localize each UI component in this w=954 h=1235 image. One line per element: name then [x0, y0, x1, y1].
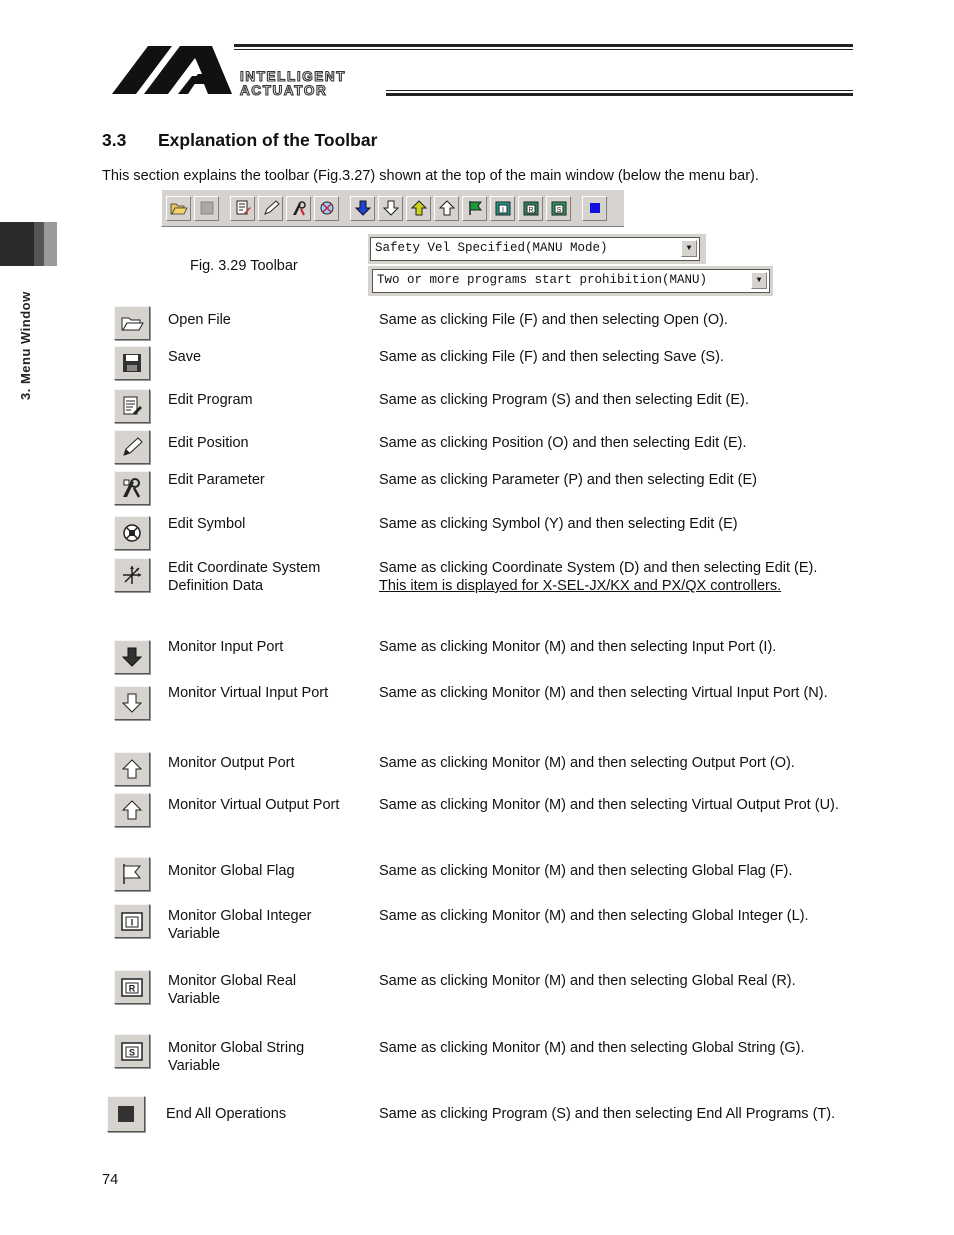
item-name: Monitor Input Port — [168, 639, 284, 655]
item-name: Monitor Global Flag — [168, 863, 295, 879]
item-description: Same as clicking Monitor (M) and then selecting Virtual Input Port (N). — [379, 685, 828, 701]
item-description: Same as clicking Monitor (M) and then selecting Global Integer (L). — [379, 908, 809, 924]
section-title: Explanation of the Toolbar — [158, 130, 378, 150]
item-description: Same as clicking Monitor (M) and then selecting Input Port (I). — [379, 639, 777, 655]
item-name-line1: Monitor Global Integer — [168, 908, 312, 924]
toolbar-edit-position-icon[interactable] — [258, 196, 283, 221]
arrow-up-outline-icon — [114, 793, 150, 827]
item-name — [168, 1039, 304, 1075]
symbol-icon — [114, 516, 150, 550]
side-tab-block-light — [44, 222, 57, 266]
side-tab-label: 3. Menu Window — [18, 291, 33, 400]
svg-text:I: I — [501, 207, 504, 214]
string-variable-icon — [114, 1034, 150, 1068]
toolbar-open-icon[interactable] — [166, 196, 191, 221]
section-heading — [102, 130, 377, 151]
toolbar-global-integer-icon[interactable] — [490, 196, 515, 221]
page-number: 74 — [102, 1172, 119, 1188]
item-name: Edit Position — [168, 435, 249, 451]
coordinate-axes-icon — [114, 558, 150, 592]
item-description: Same as clicking Program (S) and then selecting Edit (E). — [379, 392, 749, 408]
item-name: Open File — [168, 312, 231, 328]
header-rule-bottom-thin — [386, 90, 853, 91]
item-name: End All Operations — [166, 1106, 287, 1122]
toolbar-edit-parameter-icon[interactable] — [286, 196, 311, 221]
toolbar-save-icon[interactable] — [194, 196, 219, 221]
real-variable-icon — [114, 970, 150, 1004]
item-description: Same as clicking Monitor (M) and then selecting Global String (G). — [379, 1040, 805, 1056]
pencil-icon — [114, 430, 150, 464]
toolbar-global-real-icon[interactable] — [518, 196, 543, 221]
arrow-up-outline-icon — [114, 752, 150, 786]
arrow-down-outline-icon — [114, 686, 150, 720]
item-description: Same as clicking Position (O) and then selecting Edit (E). — [379, 435, 747, 451]
svg-text:R: R — [128, 983, 136, 994]
logo-line-1: INTELLIGENT — [240, 69, 347, 84]
item-description: Same as clicking File (F) and then selecting Open (O). — [379, 312, 728, 328]
safety-velocity-dropdown[interactable] — [370, 237, 700, 261]
item-name — [168, 972, 296, 1008]
item-description-line1: Same as clicking Coordinate System (D) and then selecting Edit (E). — [379, 560, 818, 576]
item-description: Same as clicking Monitor (M) and then selecting Global Flag (F). — [379, 863, 793, 879]
item-name-line1: Monitor Global String — [168, 1040, 305, 1056]
item-name-line1: Monitor Global Real — [168, 973, 297, 989]
section-intro: This section explains the toolbar (Fig.3.27) shown at the top of the main window (below the menu bar). — [102, 168, 759, 184]
arrow-down-filled-icon — [114, 640, 150, 674]
dropdown1-value: Safety Vel Specified(MANU Mode) — [375, 241, 608, 255]
chevron-down-icon[interactable]: ▼ — [751, 272, 767, 289]
item-name: Save — [168, 349, 202, 365]
section-number: 3.3 — [102, 130, 127, 150]
svg-text:I: I — [130, 917, 134, 928]
svg-text:S: S — [128, 1047, 136, 1058]
toolbar-input-port-icon[interactable] — [350, 196, 375, 221]
item-name-line1: Edit Coordinate System — [168, 560, 321, 576]
svg-text:S: S — [556, 207, 561, 214]
floppy-disk-icon — [114, 346, 150, 380]
flag-icon — [114, 857, 150, 891]
figure-caption: Fig. 3.29 Toolbar — [190, 258, 298, 274]
parameter-icon — [114, 471, 150, 505]
company-logo-mark — [108, 44, 236, 96]
header-rule-top-thin — [234, 49, 853, 50]
chevron-down-icon[interactable]: ▼ — [681, 240, 697, 257]
header-rule-bottom — [386, 93, 853, 96]
toolbar-output-port-icon[interactable] — [406, 196, 431, 221]
item-description: Same as clicking File (F) and then selecting Save (S). — [379, 349, 724, 365]
item-name: Monitor Output Port — [168, 755, 295, 771]
dropdown2-value: Two or more programs start prohibition(MANU) — [377, 273, 708, 287]
integer-variable-icon — [114, 904, 150, 938]
toolbar-edit-symbol-icon[interactable] — [314, 196, 339, 221]
toolbar-figure — [161, 189, 624, 227]
header-rule-top — [234, 44, 853, 47]
item-name-line2: Definition Data — [168, 578, 264, 594]
toolbar-global-string-icon[interactable] — [546, 196, 571, 221]
program-start-dropdown[interactable] — [372, 269, 770, 293]
company-logo-text — [240, 70, 346, 98]
logo-line-2: ACTUATOR — [240, 83, 328, 98]
item-name — [168, 907, 311, 943]
toolbar-edit-program-icon[interactable] — [230, 196, 255, 221]
toolbar-virtual-output-port-icon[interactable] — [434, 196, 459, 221]
item-description: Same as clicking Monitor (M) and then selecting Virtual Output Prot (U). — [379, 797, 839, 813]
item-description: Same as clicking Symbol (Y) and then selecting Edit (E) — [379, 516, 738, 532]
item-name: Monitor Virtual Input Port — [168, 685, 329, 701]
open-folder-icon — [114, 306, 150, 340]
item-description-note: This item is displayed for X-SEL-JX/KX and PX/QX controllers. — [379, 578, 782, 594]
stop-square-icon — [107, 1096, 145, 1132]
item-name: Edit Parameter — [168, 472, 265, 488]
item-description — [379, 559, 899, 595]
item-description: Same as clicking Monitor (M) and then selecting Output Port (O). — [379, 755, 795, 771]
side-tab-block — [0, 222, 34, 266]
item-name — [168, 559, 320, 595]
item-name-line2: Variable — [168, 991, 221, 1007]
toolbar-end-all-icon[interactable] — [582, 196, 607, 221]
item-name: Monitor Virtual Output Port — [168, 797, 340, 813]
item-description: Same as clicking Parameter (P) and then selecting Edit (E) — [379, 472, 757, 488]
side-tab-block-mid — [34, 222, 44, 266]
edit-program-icon — [114, 389, 150, 423]
item-name: Edit Symbol — [168, 516, 246, 532]
item-description: Same as clicking Program (S) and then selecting End All Programs (T). — [379, 1106, 836, 1122]
svg-text:R: R — [527, 207, 534, 214]
item-name-line2: Variable — [168, 1058, 221, 1074]
item-description: Same as clicking Monitor (M) and then selecting Global Real (R). — [379, 973, 796, 989]
item-name: Edit Program — [168, 392, 253, 408]
item-name-line2: Variable — [168, 926, 221, 942]
toolbar-virtual-input-port-icon[interactable] — [378, 196, 403, 221]
toolbar-global-flag-icon[interactable] — [462, 196, 487, 221]
